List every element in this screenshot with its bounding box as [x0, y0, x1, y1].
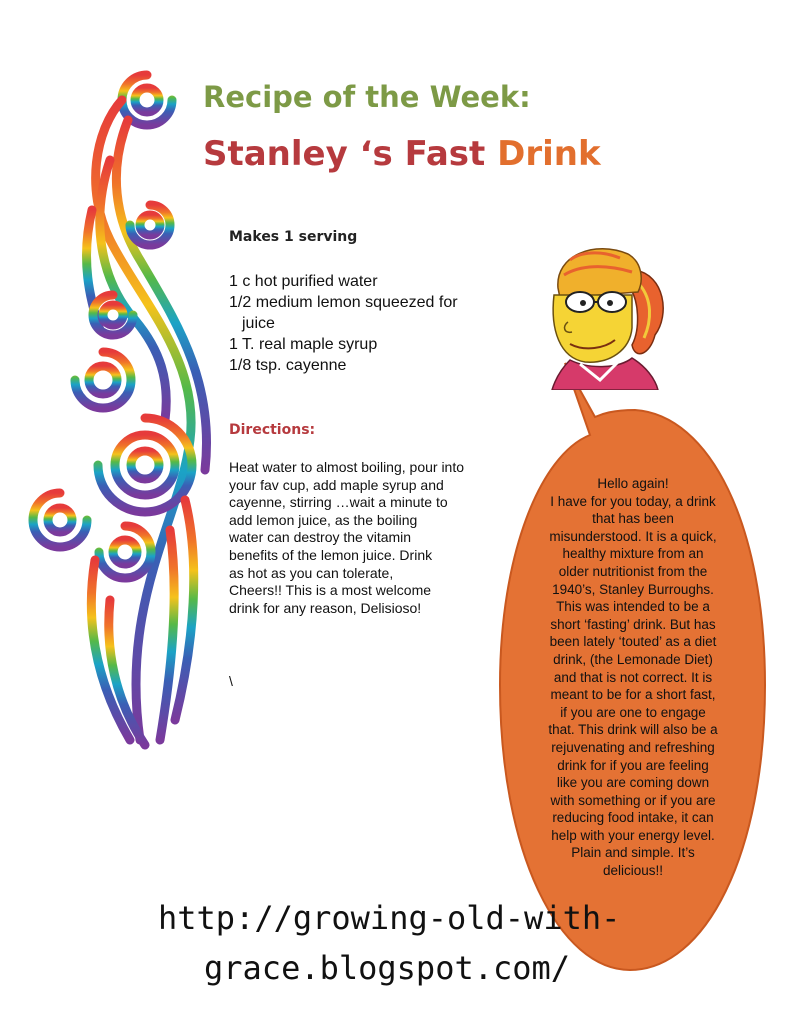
bubble-line: rejuvenating and refreshing — [551, 739, 715, 755]
blog-url-line1[interactable]: http://growing-old-with- — [158, 899, 621, 937]
directions-line: cayenne, stirring …wait a minute to — [229, 494, 448, 511]
title-drink-name-main: Stanley ‘s Fast — [203, 134, 498, 174]
directions-line: benefits of the lemon juice. Drink — [229, 546, 433, 563]
blog-url[interactable] — [0, 893, 790, 993]
bubble-line: delicious!! — [602, 863, 664, 879]
directions-line: Heat water to almost boiling, pour into — [229, 459, 465, 475]
blog-url-line2[interactable]: grace.blogspot.com/ — [204, 949, 571, 987]
bubble-line: Plain and simple. It’s — [571, 845, 695, 861]
bubble-line: with something or if you are — [550, 792, 716, 808]
directions-heading: Directions: — [229, 422, 316, 438]
directions-line: your fav cup, add maple syrup and — [229, 476, 444, 493]
bubble-line: I have for you today, a drink — [550, 493, 716, 509]
ingredient-item-continued — [229, 313, 529, 334]
bubble-line: like you are coming down — [556, 775, 710, 791]
bubble-line: older nutritionist from the — [558, 563, 708, 579]
bubble-line: been lately ‘touted’ as a diet — [549, 634, 717, 650]
stray-character: \ — [229, 673, 233, 689]
bubble-line: help with your energy level. — [551, 827, 715, 843]
bubble-line: healthy mixture from an — [562, 546, 704, 562]
speech-bubble-text — [523, 475, 743, 880]
bubble-line: meant to be for a short fast, — [550, 687, 716, 703]
ingredient-item: 1/2 medium lemon squeezed for — [229, 294, 458, 311]
title-recipe-of-the-week: Recipe of the Week: — [203, 80, 531, 114]
bubble-line: reducing food intake, it can — [552, 810, 714, 826]
bubble-line: that. This drink will also be a — [548, 722, 718, 738]
ingredient-item: 1/8 tsp. cayenne — [229, 357, 347, 374]
directions-text — [229, 459, 509, 617]
bubble-line: 1940’s, Stanley Burroughs. — [552, 581, 714, 597]
ingredient-item: 1 c hot purified water — [229, 273, 378, 290]
title-drink-name-accent: Drink — [497, 134, 601, 174]
bubble-line: This was intended to be a — [556, 599, 710, 615]
bubble-line: drink, (the Lemonade Diet) — [553, 651, 713, 667]
bubble-line: Hello again! — [597, 476, 669, 491]
bubble-line: if you are one to engage — [560, 704, 706, 720]
directions-line: as hot as you can tolerate, — [229, 564, 394, 581]
directions-line: drink for any reason, Delisioso! — [229, 599, 422, 616]
bubble-line: short ‘fasting’ drink. But has — [550, 616, 716, 632]
ingredient-continuation: juice — [242, 315, 275, 332]
directions-line: Cheers!! This is a most welcome — [229, 582, 432, 599]
directions-line: add lemon juice, as the boiling — [229, 511, 418, 528]
bubble-line: and that is not correct. It is — [553, 669, 713, 685]
bubble-line: drink for if you are feeling — [557, 757, 709, 773]
rainbow-swirl-decoration — [0, 0, 260, 800]
bubble-line: misunderstood. It is a quick, — [549, 528, 717, 544]
directions-line: water can destroy the vitamin — [229, 529, 412, 546]
serving-size: Makes 1 serving — [229, 229, 358, 245]
ingredient-item: 1 T. real maple syrup — [229, 336, 378, 353]
title-drink-name — [203, 134, 601, 174]
cartoon-character-avatar — [540, 240, 670, 390]
bubble-line: that has been — [592, 511, 674, 527]
